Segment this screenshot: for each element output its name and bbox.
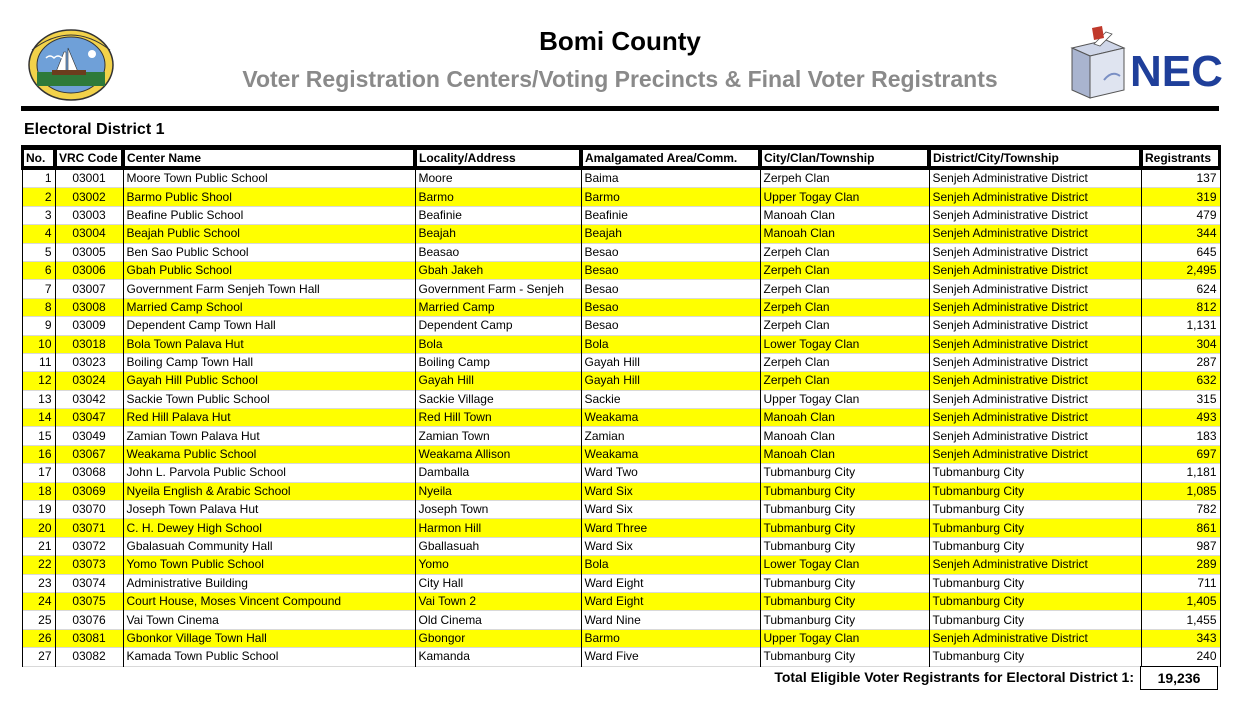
locality-cell: Beajah	[415, 225, 581, 243]
row-number-cell: 20	[22, 519, 55, 537]
table-row	[22, 280, 1220, 298]
table-row	[22, 574, 1220, 592]
header-divider	[21, 106, 1219, 111]
center-name-cell: Gbonkor Village Town Hall	[123, 629, 415, 647]
row-number-cell: 12	[22, 372, 55, 390]
vrc-code-cell: 03047	[55, 409, 123, 427]
amalgamated-area-cell: Ward Eight	[581, 574, 760, 592]
center-name-cell: Court House, Moses Vincent Compound	[123, 592, 415, 610]
table-row	[22, 427, 1220, 445]
page-subtitle: Voter Registration Centers/Voting Precincts & Final Voter Registrants	[242, 66, 998, 92]
district-cell: Senjeh Administrative District	[929, 372, 1141, 390]
district-cell: Tubmanburg City	[929, 592, 1141, 610]
center-name-cell: Bola Town Palava Hut	[123, 335, 415, 353]
city-clan-cell: Manoah Clan	[760, 206, 929, 224]
locality-cell: Beafinie	[415, 206, 581, 224]
table-row	[22, 353, 1220, 371]
center-name-cell: Yomo Town Public School	[123, 556, 415, 574]
registrants-cell: 1,455	[1141, 611, 1220, 629]
center-name-cell: Beajah Public School	[123, 225, 415, 243]
registrants-cell: 632	[1141, 372, 1220, 390]
vrc-code-cell: 03002	[55, 188, 123, 206]
district-cell: Senjeh Administrative District	[929, 335, 1141, 353]
vrc-code-cell: 03072	[55, 537, 123, 555]
col-city-clan-header	[760, 146, 929, 169]
registrants-cell: 861	[1141, 519, 1220, 537]
center-name-cell: Gbalasuah Community Hall	[123, 537, 415, 555]
vrc-code-cell: 03076	[55, 611, 123, 629]
district-cell: Senjeh Administrative District	[929, 409, 1141, 427]
registrants-cell: 493	[1141, 409, 1220, 427]
amalgamated-area-cell: Besao	[581, 298, 760, 316]
registrants-cell: 137	[1141, 169, 1220, 188]
row-number-cell: 21	[22, 537, 55, 555]
amalgamated-area-cell: Ward Three	[581, 519, 760, 537]
center-name-cell: John L. Parvola Public School	[123, 464, 415, 482]
row-number-cell: 2	[22, 188, 55, 206]
row-number-cell: 18	[22, 482, 55, 500]
locality-cell: Gbah Jakeh	[415, 261, 581, 279]
center-name-cell: C. H. Dewey High School	[123, 519, 415, 537]
amalgamated-area-cell: Beafinie	[581, 206, 760, 224]
table-row	[22, 317, 1220, 335]
vrc-code-cell: 03042	[55, 390, 123, 408]
registrants-cell: 987	[1141, 537, 1220, 555]
amalgamated-area-cell: Zamian	[581, 427, 760, 445]
city-clan-cell: Zerpeh Clan	[760, 353, 929, 371]
registrants-cell: 1,085	[1141, 482, 1220, 500]
center-name-cell: Sackie Town Public School	[123, 390, 415, 408]
amalgamated-area-cell: Barmo	[581, 629, 760, 647]
row-number-cell: 16	[22, 445, 55, 463]
amalgamated-area-cell: Ward Two	[581, 464, 760, 482]
row-number-cell: 8	[22, 298, 55, 316]
row-number-cell: 9	[22, 317, 55, 335]
vrc-code-cell: 03049	[55, 427, 123, 445]
city-clan-cell: Upper Togay Clan	[760, 390, 929, 408]
row-number-cell: 25	[22, 611, 55, 629]
col-locality-header	[415, 146, 581, 169]
center-name-cell: Barmo Public Shool	[123, 188, 415, 206]
locality-cell: Zamian Town	[415, 427, 581, 445]
city-clan-cell: Zerpeh Clan	[760, 372, 929, 390]
city-clan-cell: Lower Togay Clan	[760, 335, 929, 353]
registrants-cell: 782	[1141, 501, 1220, 519]
amalgamated-area-cell: Besao	[581, 317, 760, 335]
vrc-code-cell: 03067	[55, 445, 123, 463]
amalgamated-area-cell: Baima	[581, 169, 760, 188]
amalgamated-area-cell: Bola	[581, 556, 760, 574]
total-label: Total Eligible Voter Registrants for Electoral District 1:	[774, 669, 1134, 685]
center-name-cell: Boiling Camp Town Hall	[123, 353, 415, 371]
district-cell: Tubmanburg City	[929, 648, 1141, 666]
locality-cell: Yomo	[415, 556, 581, 574]
district-cell: Tubmanburg City	[929, 482, 1141, 500]
locality-cell: Harmon Hill	[415, 519, 581, 537]
center-name-cell: Administrative Building	[123, 574, 415, 592]
locality-cell: Sackie Village	[415, 390, 581, 408]
locality-cell: Dependent Camp	[415, 317, 581, 335]
table-row	[22, 556, 1220, 574]
col-amalgamated-area-header	[581, 146, 760, 169]
district-cell: Senjeh Administrative District	[929, 353, 1141, 371]
center-name-cell: Weakama Public School	[123, 445, 415, 463]
row-number-cell: 13	[22, 390, 55, 408]
amalgamated-area-cell: Ward Five	[581, 648, 760, 666]
column-header-label: District/City/Township	[931, 150, 1139, 166]
district-heading: Electoral District 1	[24, 121, 165, 138]
vrc-code-cell: 03073	[55, 556, 123, 574]
city-clan-cell: Tubmanburg City	[760, 519, 929, 537]
city-clan-cell: Upper Togay Clan	[760, 188, 929, 206]
table-row	[22, 409, 1220, 427]
row-number-cell: 1	[22, 169, 55, 188]
table-row	[22, 298, 1220, 316]
district-cell: Tubmanburg City	[929, 519, 1141, 537]
locality-cell: Gbongor	[415, 629, 581, 647]
page-title: Bomi County	[539, 26, 701, 56]
row-number-cell: 22	[22, 556, 55, 574]
registrants-cell: 697	[1141, 445, 1220, 463]
city-clan-cell: Tubmanburg City	[760, 574, 929, 592]
registrants-cell: 624	[1141, 280, 1220, 298]
vrc-code-cell: 03082	[55, 648, 123, 666]
registrants-cell: 1,181	[1141, 464, 1220, 482]
row-number-cell: 10	[22, 335, 55, 353]
amalgamated-area-cell: Beajah	[581, 225, 760, 243]
table-header-row	[22, 146, 1220, 169]
amalgamated-area-cell: Weakama	[581, 409, 760, 427]
table-row	[22, 648, 1220, 666]
amalgamated-area-cell: Gayah Hill	[581, 353, 760, 371]
city-clan-cell: Tubmanburg City	[760, 611, 929, 629]
city-clan-cell: Zerpeh Clan	[760, 298, 929, 316]
column-header-label: Registrants	[1143, 150, 1218, 166]
table-body	[22, 169, 1220, 666]
vrc-code-cell: 03004	[55, 225, 123, 243]
registrants-cell: 319	[1141, 188, 1220, 206]
center-name-cell: Vai Town Cinema	[123, 611, 415, 629]
center-name-cell: Beafine Public School	[123, 206, 415, 224]
table-row	[22, 261, 1220, 279]
center-name-cell: Dependent Camp Town Hall	[123, 317, 415, 335]
district-cell: Senjeh Administrative District	[929, 225, 1141, 243]
registrants-cell: 240	[1141, 648, 1220, 666]
registrants-cell: 711	[1141, 574, 1220, 592]
row-number-cell: 6	[22, 261, 55, 279]
row-number-cell: 19	[22, 501, 55, 519]
table-row	[22, 445, 1220, 463]
city-clan-cell: Zerpeh Clan	[760, 243, 929, 261]
amalgamated-area-cell: Besao	[581, 280, 760, 298]
district-cell: Tubmanburg City	[929, 611, 1141, 629]
table-row	[22, 519, 1220, 537]
row-number-cell: 26	[22, 629, 55, 647]
row-number-cell: 4	[22, 225, 55, 243]
amalgamated-area-cell: Ward Eight	[581, 592, 760, 610]
table-row	[22, 225, 1220, 243]
locality-cell: Bola	[415, 335, 581, 353]
column-header-label: VRC Code	[57, 150, 121, 166]
city-clan-cell: Tubmanburg City	[760, 482, 929, 500]
district-cell: Senjeh Administrative District	[929, 280, 1141, 298]
locality-cell: Joseph Town	[415, 501, 581, 519]
vrc-code-cell: 03003	[55, 206, 123, 224]
city-clan-cell: Manoah Clan	[760, 427, 929, 445]
vrc-code-cell: 03069	[55, 482, 123, 500]
column-header-label: Locality/Address	[417, 150, 579, 166]
city-clan-cell: Tubmanburg City	[760, 648, 929, 666]
district-cell: Senjeh Administrative District	[929, 445, 1141, 463]
row-number-cell: 14	[22, 409, 55, 427]
amalgamated-area-cell: Sackie	[581, 390, 760, 408]
district-cell: Senjeh Administrative District	[929, 298, 1141, 316]
col-district-header	[929, 146, 1141, 169]
table-row	[22, 464, 1220, 482]
row-number-cell: 15	[22, 427, 55, 445]
city-clan-cell: Zerpeh Clan	[760, 261, 929, 279]
vrc-code-cell: 03023	[55, 353, 123, 371]
table-row	[22, 243, 1220, 261]
district-cell: Tubmanburg City	[929, 537, 1141, 555]
row-number-cell: 17	[22, 464, 55, 482]
vrc-code-cell: 03009	[55, 317, 123, 335]
amalgamated-area-cell: Ward Six	[581, 482, 760, 500]
district-cell: Tubmanburg City	[929, 464, 1141, 482]
registrants-cell: 344	[1141, 225, 1220, 243]
col-vrc-code-header	[55, 146, 123, 169]
total-value: 19,236	[1140, 666, 1218, 690]
vrc-code-cell: 03024	[55, 372, 123, 390]
city-clan-cell: Tubmanburg City	[760, 537, 929, 555]
amalgamated-area-cell: Besao	[581, 243, 760, 261]
table-row	[22, 482, 1220, 500]
locality-cell: Damballa	[415, 464, 581, 482]
city-clan-cell: Manoah Clan	[760, 225, 929, 243]
locality-cell: Gballasuah	[415, 537, 581, 555]
city-clan-cell: Zerpeh Clan	[760, 280, 929, 298]
locality-cell: City Hall	[415, 574, 581, 592]
locality-cell: Old Cinema	[415, 611, 581, 629]
district-cell: Senjeh Administrative District	[929, 261, 1141, 279]
table-row	[22, 592, 1220, 610]
locality-cell: Gayah Hill	[415, 372, 581, 390]
document-header	[0, 0, 1240, 112]
district-cell: Senjeh Administrative District	[929, 206, 1141, 224]
table-row	[22, 169, 1220, 188]
table-row	[22, 206, 1220, 224]
center-name-cell: Joseph Town Palava Hut	[123, 501, 415, 519]
locality-cell: Married Camp	[415, 298, 581, 316]
row-number-cell: 24	[22, 592, 55, 610]
registrants-cell: 304	[1141, 335, 1220, 353]
vrc-code-cell: 03081	[55, 629, 123, 647]
amalgamated-area-cell: Bola	[581, 335, 760, 353]
amalgamated-area-cell: Ward Six	[581, 501, 760, 519]
amalgamated-area-cell: Ward Nine	[581, 611, 760, 629]
registrants-cell: 479	[1141, 206, 1220, 224]
table-row	[22, 390, 1220, 408]
center-name-cell: Ben Sao Public School	[123, 243, 415, 261]
locality-cell: Moore	[415, 169, 581, 188]
locality-cell: Vai Town 2	[415, 592, 581, 610]
district-cell: Senjeh Administrative District	[929, 629, 1141, 647]
vrc-code-cell: 03005	[55, 243, 123, 261]
vrc-code-cell: 03001	[55, 169, 123, 188]
district-cell: Tubmanburg City	[929, 501, 1141, 519]
district-cell: Senjeh Administrative District	[929, 390, 1141, 408]
city-clan-cell: Tubmanburg City	[760, 501, 929, 519]
amalgamated-area-cell: Barmo	[581, 188, 760, 206]
registrants-cell: 812	[1141, 298, 1220, 316]
district-cell: Tubmanburg City	[929, 574, 1141, 592]
district-cell: Senjeh Administrative District	[929, 317, 1141, 335]
city-clan-cell: Zerpeh Clan	[760, 169, 929, 188]
city-clan-cell: Upper Togay Clan	[760, 629, 929, 647]
registrants-cell: 287	[1141, 353, 1220, 371]
col-center-name-header	[123, 146, 415, 169]
liberia-seal-icon	[26, 28, 116, 102]
vrc-code-cell: 03008	[55, 298, 123, 316]
column-header-label: Amalgamated Area/Comm.	[583, 150, 758, 166]
vrc-code-cell: 03074	[55, 574, 123, 592]
center-name-cell: Nyeila English & Arabic School	[123, 482, 415, 500]
nec-logo-text: NEC	[1130, 47, 1223, 96]
row-number-cell: 3	[22, 206, 55, 224]
locality-cell: Weakama Allison	[415, 445, 581, 463]
registrants-cell: 315	[1141, 390, 1220, 408]
vrc-code-cell: 03070	[55, 501, 123, 519]
center-name-cell: Gayah Hill Public School	[123, 372, 415, 390]
amalgamated-area-cell: Gayah Hill	[581, 372, 760, 390]
center-name-cell: Married Camp School	[123, 298, 415, 316]
city-clan-cell: Tubmanburg City	[760, 464, 929, 482]
city-clan-cell: Zerpeh Clan	[760, 317, 929, 335]
amalgamated-area-cell: Ward Six	[581, 537, 760, 555]
vrc-code-cell: 03018	[55, 335, 123, 353]
table-row	[22, 372, 1220, 390]
row-number-cell: 7	[22, 280, 55, 298]
table-row	[22, 501, 1220, 519]
row-number-cell: 5	[22, 243, 55, 261]
nec-ballot-box-icon	[1068, 24, 1223, 104]
registrants-cell: 1,131	[1141, 317, 1220, 335]
amalgamated-area-cell: Weakama	[581, 445, 760, 463]
vrc-code-cell: 03075	[55, 592, 123, 610]
locality-cell: Kamanda	[415, 648, 581, 666]
amalgamated-area-cell: Besao	[581, 261, 760, 279]
center-name-cell: Moore Town Public School	[123, 169, 415, 188]
district-cell: Senjeh Administrative District	[929, 188, 1141, 206]
center-name-cell: Zamian Town Palava Hut	[123, 427, 415, 445]
center-name-cell: Kamada Town Public School	[123, 648, 415, 666]
row-number-cell: 23	[22, 574, 55, 592]
district-cell: Senjeh Administrative District	[929, 169, 1141, 188]
table-row	[22, 537, 1220, 555]
locality-cell: Beasao	[415, 243, 581, 261]
table-row	[22, 188, 1220, 206]
registrants-cell: 2,495	[1141, 261, 1220, 279]
city-clan-cell: Manoah Clan	[760, 409, 929, 427]
registrants-cell: 183	[1141, 427, 1220, 445]
vrc-code-cell: 03006	[55, 261, 123, 279]
table-row	[22, 335, 1220, 353]
city-clan-cell: Lower Togay Clan	[760, 556, 929, 574]
col-no-header	[22, 146, 55, 169]
vrc-code-cell: 03007	[55, 280, 123, 298]
column-header-label: City/Clan/Township	[762, 150, 927, 166]
city-clan-cell: Manoah Clan	[760, 445, 929, 463]
table-row	[22, 611, 1220, 629]
district-cell: Senjeh Administrative District	[929, 556, 1141, 574]
registrants-cell: 645	[1141, 243, 1220, 261]
registrants-cell: 289	[1141, 556, 1220, 574]
table-row	[22, 629, 1220, 647]
locality-cell: Government Farm - Senjeh	[415, 280, 581, 298]
column-header-label: No.	[24, 150, 53, 166]
registrants-cell: 1,405	[1141, 592, 1220, 610]
district-cell: Senjeh Administrative District	[929, 243, 1141, 261]
center-name-cell: Government Farm Senjeh Town Hall	[123, 280, 415, 298]
column-header-label: Center Name	[125, 150, 413, 166]
center-name-cell: Red Hill Palava Hut	[123, 409, 415, 427]
locality-cell: Boiling Camp	[415, 353, 581, 371]
row-number-cell: 27	[22, 648, 55, 666]
row-number-cell: 11	[22, 353, 55, 371]
district-cell: Senjeh Administrative District	[929, 427, 1141, 445]
city-clan-cell: Tubmanburg City	[760, 592, 929, 610]
locality-cell: Red Hill Town	[415, 409, 581, 427]
vrc-code-cell: 03068	[55, 464, 123, 482]
locality-cell: Nyeila	[415, 482, 581, 500]
locality-cell: Barmo	[415, 188, 581, 206]
col-registrants-header	[1141, 146, 1220, 169]
center-name-cell: Gbah Public School	[123, 261, 415, 279]
registrants-table	[21, 145, 1219, 667]
vrc-code-cell: 03071	[55, 519, 123, 537]
registrants-cell: 343	[1141, 629, 1220, 647]
